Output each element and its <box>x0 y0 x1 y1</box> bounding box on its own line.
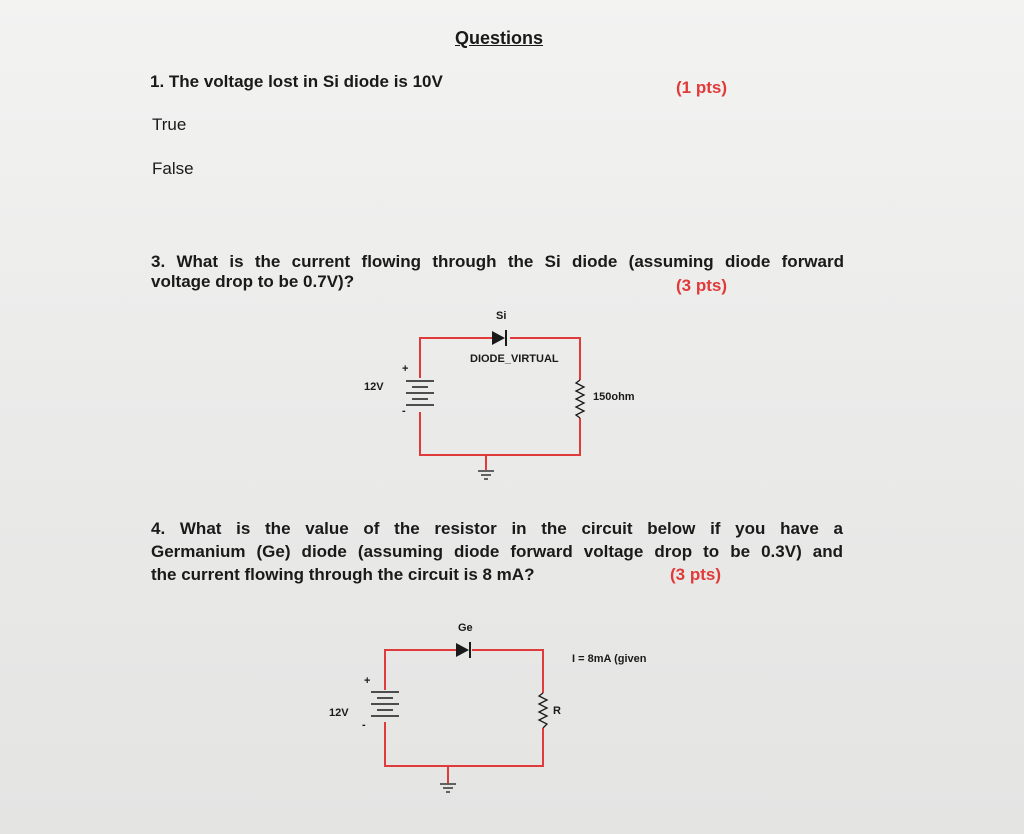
question-1-text: 1. The voltage lost in Si diode is 10V <box>150 72 443 91</box>
battery-minus-sign: - <box>402 405 406 417</box>
source-12v-label: 12V <box>364 381 384 393</box>
question-3-line-2: voltage drop to be 0.7V)? <box>151 272 355 291</box>
resistor-r-symbol <box>539 693 547 728</box>
battery-plus-sign-2: + <box>364 675 371 687</box>
circuit-q4-wires <box>385 650 543 783</box>
question-3-points: (3 pts) <box>676 276 727 295</box>
option-true[interactable]: True <box>152 115 187 134</box>
ground-symbol <box>478 471 494 479</box>
resistor-r-label: R <box>553 705 561 717</box>
battery-12v-symbol-2 <box>371 692 399 716</box>
question-1-points: (1 pts) <box>676 78 727 97</box>
diode-model-label: DIODE_VIRTUAL <box>470 353 559 365</box>
battery-plus-sign: + <box>402 363 409 375</box>
circuit-q4 <box>329 622 647 792</box>
circuit-q3 <box>364 310 635 479</box>
diode-ge-symbol <box>456 642 470 658</box>
question-4-line-2: Germanium (Ge) diode (assuming diode forward voltage drop to be 0.3V) and <box>151 542 843 561</box>
battery-minus-sign-2: - <box>362 719 366 731</box>
ground-symbol-2 <box>440 784 456 792</box>
current-given-label: I = 8mA (given <box>572 653 647 665</box>
diode-si-label: Si <box>496 310 507 322</box>
question-4-line-3: the current flowing through the circuit is 8 mA? <box>151 565 535 584</box>
source-12v-label-2: 12V <box>329 707 349 719</box>
question-4-line-1: 4. What is the value of the resistor in the circuit below if you have a <box>151 519 843 538</box>
diode-ge-label: Ge <box>458 622 473 634</box>
question-4-points: (3 pts) <box>670 565 721 584</box>
page-title: Questions <box>455 28 544 48</box>
option-false[interactable]: False <box>152 159 194 178</box>
resistor-150ohm-label: 150ohm <box>593 391 635 403</box>
diode-si-symbol <box>492 330 506 346</box>
battery-12v-symbol <box>406 381 434 405</box>
resistor-150ohm-symbol <box>576 380 584 418</box>
question-3-line-1: 3. What is the current flowing through the Si diode (assuming diode forward <box>151 252 844 271</box>
